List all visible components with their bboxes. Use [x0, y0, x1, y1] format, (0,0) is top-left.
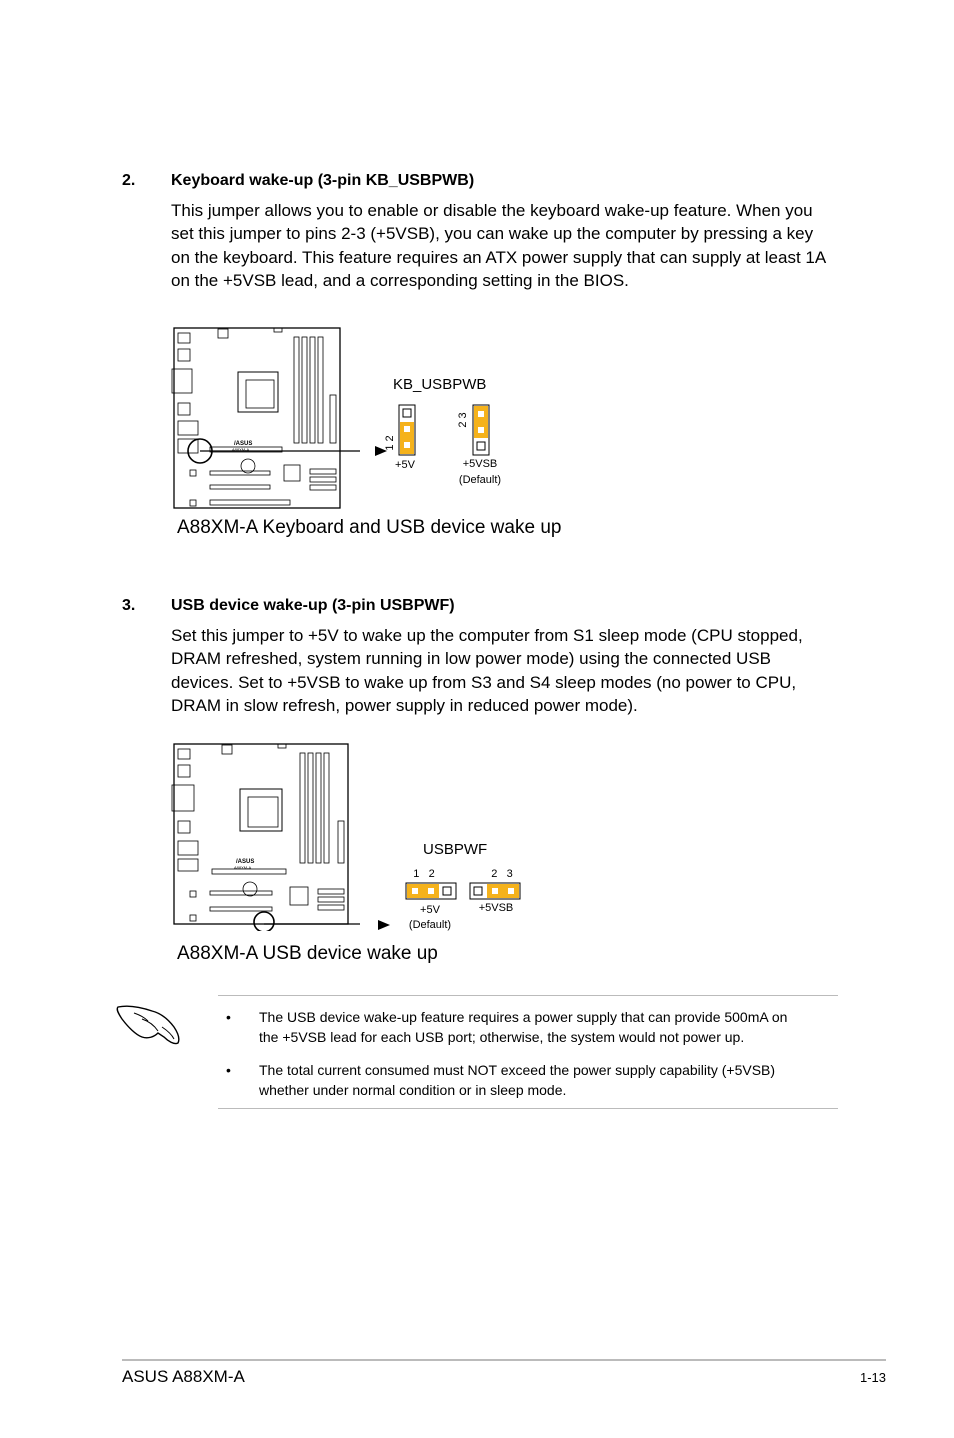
- note-line: whether under normal condition or in sleep mode.: [259, 1082, 567, 1098]
- label-5v: +5V: [395, 459, 415, 471]
- footer-title: ASUS A88XM-A: [122, 1367, 245, 1386]
- caption-model: A88XM-A: [177, 943, 258, 964]
- figure-caption: [177, 943, 438, 965]
- section-2-number: 2.: [122, 172, 136, 189]
- bullet: •: [226, 1062, 231, 1078]
- jumper-title: KB_USBPWB: [393, 376, 487, 393]
- label-5v: +5V: [420, 904, 440, 916]
- arrow-head-icon: [378, 919, 390, 931]
- jumper-title: USBPWF: [423, 841, 488, 858]
- label-default: (Default): [408, 919, 452, 931]
- paragraph-line: on the keyboard. This feature requires an ATX power supply that can supply at least 1A: [171, 247, 827, 267]
- note-top-rule: [218, 995, 838, 996]
- board-model: A88XM-A: [232, 447, 250, 452]
- figure-caption: [177, 517, 561, 539]
- motherboard-diagram: [170, 325, 360, 515]
- motherboard-diagram: [170, 741, 360, 931]
- note-line: The USB device wake-up feature requires a power supply that can provide 500mA on: [259, 1009, 788, 1025]
- hand-pointing-icon: [114, 997, 184, 1047]
- pin-numbers-left: 1 2: [413, 868, 435, 880]
- pin-numbers-right: 2 3: [457, 412, 469, 428]
- section-3-number: 3.: [122, 597, 136, 614]
- board-logo: /ASUS: [236, 859, 255, 865]
- note-line: The total current consumed must NOT exceed the power supply capability (+5VSB): [259, 1062, 776, 1078]
- caption-text: Keyboard and USB device wake up: [262, 517, 562, 538]
- note-bottom-rule: [218, 1108, 838, 1109]
- board-model: A88XM-A: [234, 865, 252, 870]
- note-item: [226, 1007, 836, 1047]
- paragraph-line: on the +5VSB lead, and a corresponding setting in the BIOS.: [171, 270, 629, 290]
- label-5vsb: +5VSB: [462, 458, 498, 470]
- paragraph-line: Set this jumper to +5V to wake up the computer from S1 sleep mode (CPU stopped,: [171, 626, 803, 645]
- pin-numbers-right: 2 3: [491, 868, 513, 880]
- board-logo: /ASUS: [234, 441, 253, 447]
- caption-text: USB device wake up: [262, 943, 438, 964]
- jumper-setting-5v: [398, 404, 418, 456]
- label-5vsb: +5VSB: [478, 902, 514, 914]
- note-list: [226, 1007, 836, 1113]
- paragraph-line: DRAM refreshed, system running in low power mode) using the connected USB: [171, 649, 772, 669]
- section-2-paragraph: [171, 199, 851, 292]
- paragraph-line: set this jumper to pins 2-3 (+5VSB), you can wake up the computer by pressing a key: [171, 224, 814, 244]
- label-default: (Default): [458, 474, 502, 486]
- page-number: 1-13: [859, 1370, 886, 1385]
- section-3-title: USB device wake-up (3-pin USBPWF): [171, 597, 455, 614]
- footer-rule: [122, 1359, 886, 1361]
- bullet: •: [226, 1009, 231, 1025]
- jumper-setting-5vsb: [472, 404, 492, 456]
- caption-model: A88XM-A: [177, 517, 258, 538]
- section-2-title: Keyboard wake-up (3-pin KB_USBPWB): [171, 172, 475, 189]
- section-3-paragraph: [171, 624, 851, 717]
- paragraph-line: This jumper allows you to enable or disable the keyboard wake-up feature. When you: [171, 201, 813, 220]
- note-item: [226, 1060, 836, 1100]
- paragraph-line: DRAM in slow refresh, power supply in reduced power mode).: [171, 695, 638, 715]
- pin-numbers-left: 1 2: [384, 435, 396, 451]
- note-line: the +5VSB lead for each USB port; otherwise, the system would not power up.: [259, 1029, 745, 1045]
- jumper-setting-5vsb: [469, 882, 521, 902]
- jumper-setting-5v: [405, 882, 457, 902]
- paragraph-line: devices. Set to +5VSB to wake up from S3 and S4 sleep modes (no power to CPU,: [171, 672, 797, 692]
